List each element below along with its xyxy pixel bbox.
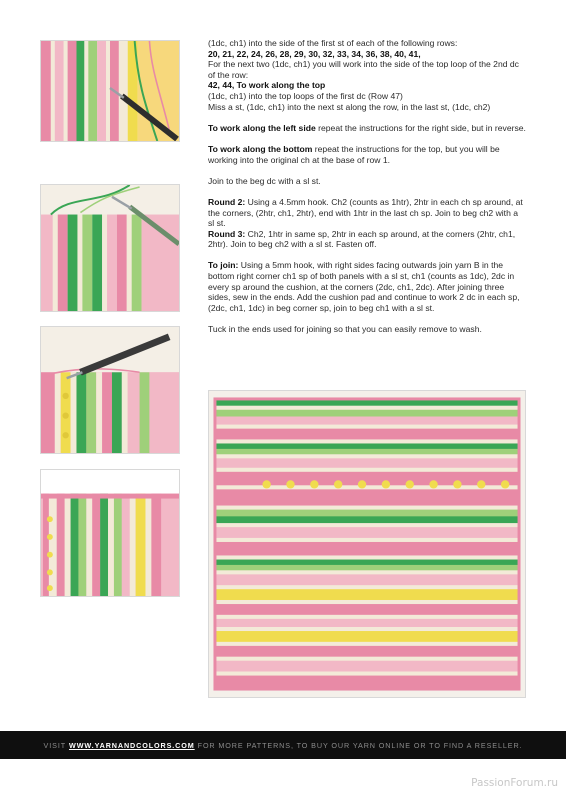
footer-bar — [0, 731, 566, 759]
photo-border-finished-edge — [40, 469, 180, 597]
instruction-round-3: Round 3: Ch2, 1htr in same sp, 2htr in each sp around, at the corners (2htr, ch1, 2htr). Join to beg ch2 with a sl st. Fasten off. — [208, 228, 516, 250]
photo-hook-bobble-rows — [40, 326, 180, 454]
photo-hook-side-rows — [40, 40, 180, 142]
instruction-top-heading: 42, 44, To work along the top — [208, 80, 326, 91]
watermark-text: PassionForum.ru — [471, 777, 558, 789]
instruction-bottom: To work along the bottom repeat the instructions for the top, but you will be working into the original ch at the base of row 1. — [208, 143, 500, 165]
footer-prefix: VISIT — [43, 740, 67, 750]
pattern-instructions — [208, 38, 526, 335]
cushion-stripes — [209, 391, 525, 697]
footer-website-link[interactable]: WWW.YARNANDCOLORS.COM — [69, 740, 195, 750]
instruction-line-side-rows: (1dc, ch1) into the side of the first st of each of the following rows: — [208, 38, 458, 48]
instruction-left-side: To work along the left side repeat the instructions for the right side, but in reverse. — [208, 122, 526, 133]
photo-finished-cushion — [208, 390, 526, 698]
instruction-line-top-loop: For the next two (1dc, ch1) you will work into the side of the top loop of the 2nd dc of the row: — [208, 59, 519, 80]
instruction-line-miss-st: Miss a st, (1dc, ch1) into the next st along the row, in the last st, (1dc, ch2) — [208, 101, 491, 112]
instruction-line-row47: (1dc, ch1) into the top loops of the first dc (Row 47) — [208, 90, 403, 101]
instruction-to-join: To join: Using a 5mm hook, with right sides facing outwards join yarn B in the bottom right corner ch1 sp of both panels with a sl st, ch1 (counts as 1dc), 2dc in every sp around the cushion, at the corners (2dc, ch1, 2dc). After joining three sides, sew in the ends. Add the cushion pad and continue to work 2 dc in each sp, (2dc, ch1, 1dc) in beg corner sp, join to beg ch1 with a sl st. — [208, 260, 520, 313]
instruction-row-list: 20, 21, 22, 24, 26, 28, 29, 30, 32, 33, 34, 36, 38, 40, 41, — [208, 48, 421, 59]
footer-suffix: FOR MORE PATTERNS, TO BUY OUR YARN ONLINE OR TO FIND A RESELLER. — [197, 740, 523, 750]
instruction-round-2: Round 2: Using a 4.5mm hook. Ch2 (counts as 1htr), 2htr in each ch sp around, at the corners, (2htr, ch1, 2htr), end with 1htr in the last ch sp. Join to beg ch2 with a sl st. — [208, 196, 523, 229]
instruction-join: Join to the beg dc with a sl st. — [208, 175, 321, 186]
instruction-tuck-ends: Tuck in the ends used for joining so that you can easily remove to wash. — [208, 324, 482, 335]
photo-hook-green-rows — [40, 184, 180, 312]
